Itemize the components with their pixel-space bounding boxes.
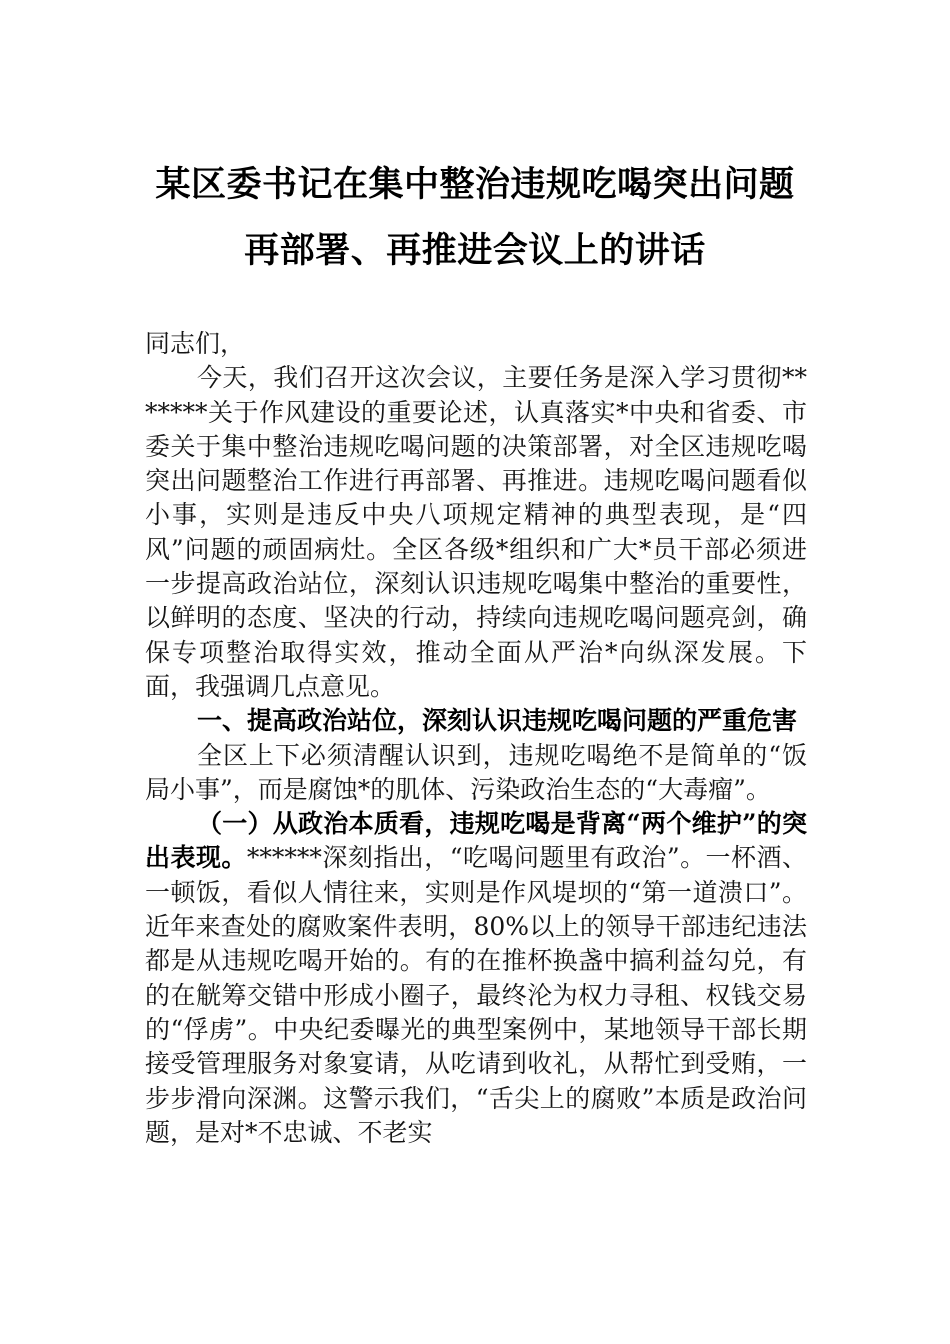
document-title-line-2: 再部署、再推进会议上的讲话 xyxy=(244,230,706,271)
document-title-line-1: 某区委书记在集中整治违规吃喝突出问题 xyxy=(155,164,795,205)
subsection-text-1: ******深刻指出，“吃喝问题里有政治”。一杯酒、一顿饭，看似人情往来，实则是作风堤坝的“第一道溃口”。近年来查处的腐败案件表明，80%以上的领导干部违纪违法都是从违规吃喝开始的。有的在推杯换盏中搞利益勾兑，有的在觥筹交错中形成小圈子，最终沦为权力寻租、权钱交易的“俘虏”。中央纪委曝光的典型案例中，某地领导干部长期接受管理服务对象宴请，从吃请到收礼，从帮忙到受贿，一步步滑向深渊。这警示我们，“舌尖上的腐败”本质是政治问题，是对*不忠诚、不老实 xyxy=(145,843,807,1147)
section-heading-1: 一、提高政治站位，深刻认识违规吃喝问题的严重危害 xyxy=(197,706,798,736)
paragraph-intro: 今天，我们召开这次会议，主要任务是深入学习贯彻*******关于作风建设的重要论述，认真落实*中央和省委、市委关于集中整治违规吃喝问题的决策部署，对全区违规吃喝突出问题整治工作进行再部署、再推进。违规吃喝问题看似小事，实则是违反中央八项规定精神的典型表现，是“四风”问题的顽固病灶。全区各级*组织和广大*员干部必须进一步提高政治站位，深刻认识违规吃喝集中整治的重要性，以鲜明的态度、坚决的行动，持续向违规吃喝问题亮剑，确保专项整治取得实效，推动全面从严治*向纵深发展。下面，我强调几点意见。 xyxy=(145,363,807,701)
salutation: 同志们， xyxy=(145,329,246,358)
subsection-heading-1: （一）从政治本质看，违规吃喝是背离“两个维护”的突出表现。 xyxy=(145,809,807,873)
paragraph-section-1: 全区上下必须清醒认识到，违规吃喝绝不是简单的“饭局小事”，而是腐蚀*的肌体、污染政治生态的“大毒瘤”。 xyxy=(145,740,807,804)
paragraph-subsection-1 xyxy=(145,807,807,1150)
document-body xyxy=(145,327,807,1150)
